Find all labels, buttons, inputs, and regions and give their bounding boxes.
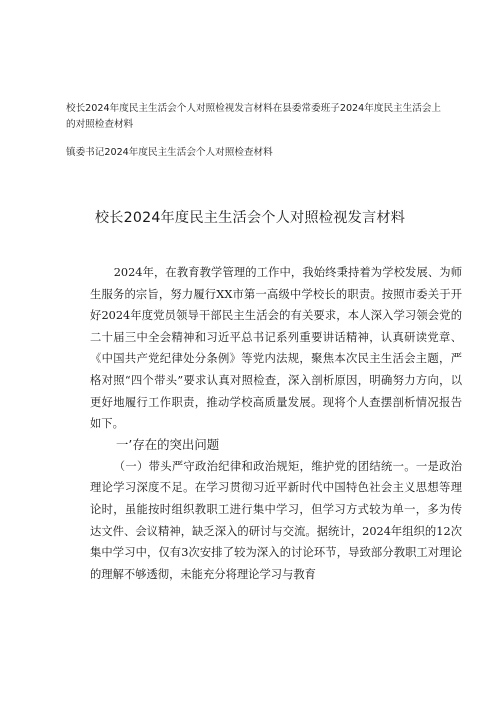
document-title: 校长2024年度民主生活会个人对照检视发言材料 xyxy=(94,210,406,226)
toc-item-principal-speech[interactable]: 校长2024年度民主生活会个人对照检视发言材料在县委常委班子2024年度民主生活会上的对照检查材料 xyxy=(66,103,442,130)
toc-item-town-secretary[interactable]: 镇委书记2024年度民主生活会个人对照检查材料 xyxy=(66,147,273,158)
section-paragraph-political-discipline: （一）带头严守政治纪律和政治规矩，维护党的团结统一。一是政治理论学习深度不足。在学习贯彻习近平新时代中国特色社会主义思想等理论时，虽能按时组织教职工进行集中学习，但学习方式较为单一，多为传达文件、会议精神，缺乏深入的研讨与交流。据统计，2024年组织的12次集中学习中，仅有3次安排了较为深入的讨论环节，导致部分教职工对理论的理解不够透彻，未能充分将理论学习与教育 xyxy=(90,459,462,581)
intro-paragraph: 2024年，在教育教学管理的工作中，我始终秉持着为学校发展、为师生服务的宗旨，努力履行XX市第一高级中学校长的职责。按照市委关于开好2024年度党员领导干部民主生活会的有关要求，本人深入学习领会党的二十届三中全会精神和习近平总书记系列重要讲话精神，认真研读党章、《中国共产党纪律处分条例》等党内法规，聚焦本次民主生活会主题，严格对照“四个带头”要求认真对照检查，深入剖析原因，明确努力方向，以更好地履行工作职责，推动学校高质量发展。现将个人查摆剖析情况报告如下。 xyxy=(90,266,462,431)
document-body xyxy=(90,262,462,585)
table-of-contents xyxy=(66,101,446,161)
section-heading-problems: 一’存在的突出问题 xyxy=(116,436,220,452)
